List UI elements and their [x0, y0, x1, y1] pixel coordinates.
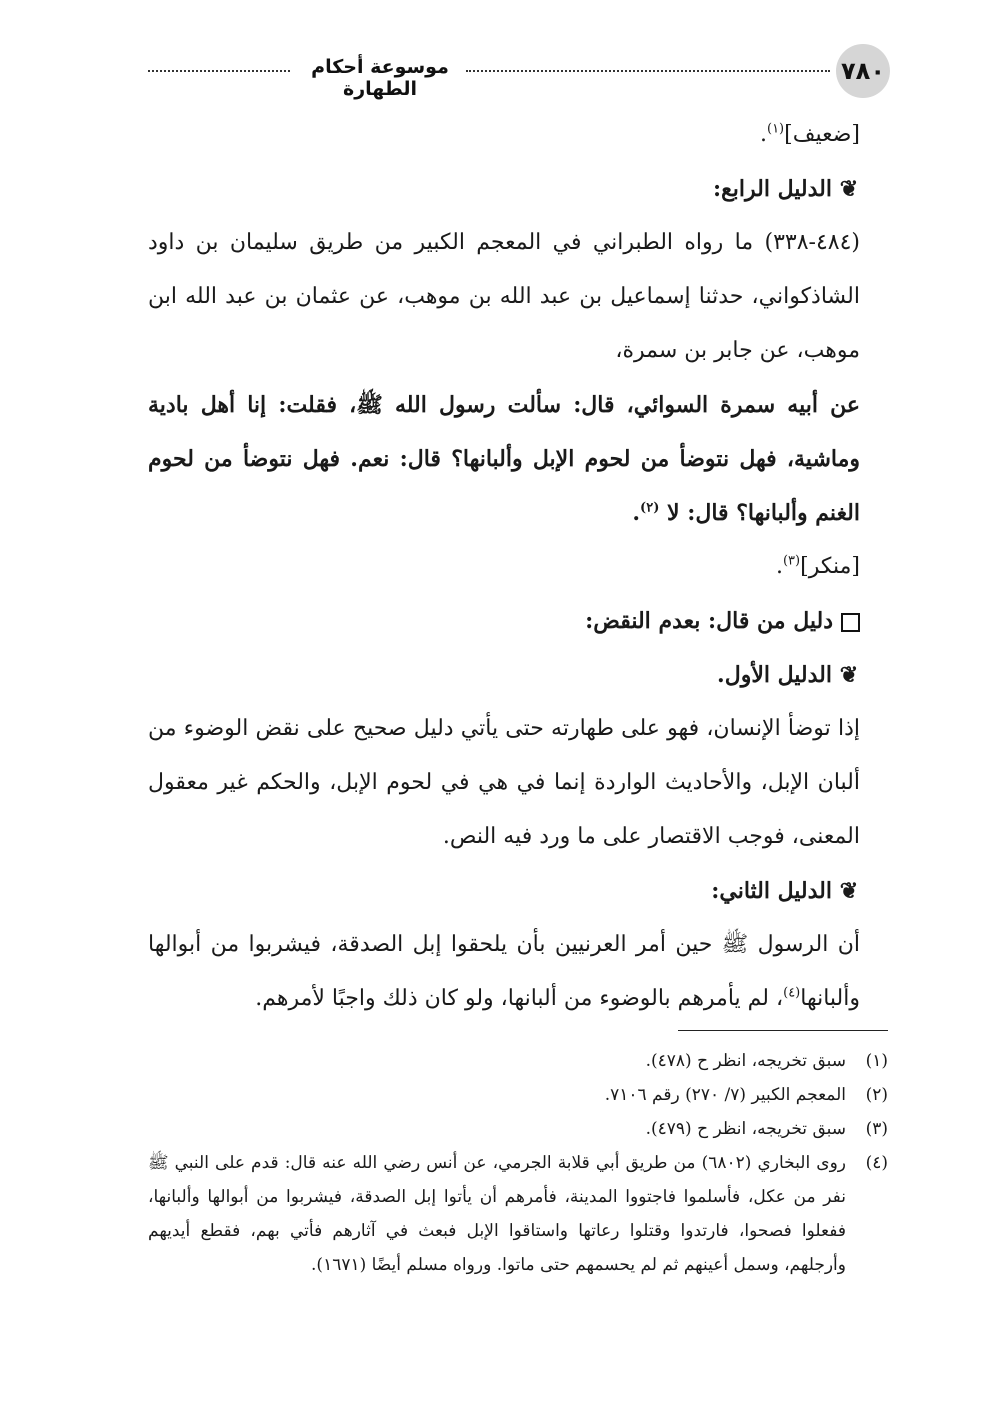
footnote-text: سبق تخريجه، انظر ح (٤٧٩). — [645, 1119, 846, 1139]
grading-munkar: [منكر]$^{(٣)}$. — [775, 553, 860, 579]
footnote-number: (١) — [865, 1051, 888, 1071]
footnote-ref-3[interactable]: (٣) — [782, 553, 801, 569]
paragraph-second-evidence: أن الرسول ﷺ حين أمر العرنيين بأن يلحقوا إبل الصدقة، فيشربوا من أبوالها وألبانها$^{(٤)}$، لم يأمرهم بالوضوء من ألبانها، ولو كان ذلك واجبًا لأمرهم. — [148, 932, 860, 1011]
page-header — [148, 44, 890, 100]
book-title: موسوعة أحكام الطهارة — [311, 56, 449, 100]
leaf-icon: ❦ — [839, 662, 859, 688]
page-number: ٧٨٠ — [836, 44, 890, 98]
footnote-separator — [678, 1030, 888, 1031]
heading-fourth-evidence: ❦الدليل الرابع: — [148, 162, 888, 216]
footnote-text: سبق تخريجه، انظر ح (٤٧٨). — [645, 1051, 846, 1071]
footnote-number: (٤) — [865, 1153, 888, 1173]
footnote-text: المعجم الكبير (٧/ ٢٧٠) رقم ٧١٠٦. — [604, 1085, 846, 1105]
header-dotted-line-right — [466, 70, 830, 72]
hadith-chain: (٤٨٤-٣٣٨) ما رواه الطبراني في المعجم الكبير من طريق سليمان بن داود الشاذكواني، حدثنا إسماعيل بن عبد الله بن موهب، عن عثمان بن عبد الله ابن موهب، عن جابر بن سمرة، — [148, 230, 860, 363]
footnote-ref-4[interactable]: (٤) — [783, 985, 801, 1001]
footnote-item — [148, 1078, 888, 1112]
leaf-icon: ❦ — [839, 176, 859, 202]
footnote-number: (٣) — [865, 1119, 888, 1139]
footnote-item — [148, 1112, 888, 1146]
hadith-text: عن أبيه سمرة السوائي، قال: سألت رسول الله ﷺ، فقلت: إنا أهل بادية وماشية، فهل نتوضأ من لحوم الإبل وألبانها؟ قال: نعم. فهل نتوضأ من لحوم الغنم وألبانها؟ قال: لا $^{(٢)}$. — [148, 392, 860, 526]
checkbox-icon — [841, 613, 860, 632]
footnote-number: (٢) — [865, 1085, 888, 1105]
footnote-item — [148, 1146, 888, 1282]
leaf-icon: ❦ — [839, 878, 859, 904]
grading-weak: [ضعيف]$^{(١)}$. — [759, 121, 860, 147]
footnote-item — [148, 1044, 888, 1078]
heading-first-evidence: ❦الدليل الأول. — [148, 648, 888, 702]
footnote-ref-1[interactable]: (١) — [766, 121, 785, 137]
main-text — [148, 108, 888, 1026]
heading-no-nullification: دليل من قال: بعدم النقض: — [148, 594, 888, 648]
footnote-text: روى البخاري (٦٨٠٢) من طريق أبي قلابة الجرمي، عن أنس رضي الله عنه قال: قدم على النبي ﷺ نفر من عكل، فأسلموا فاجتووا المدينة، فأمرهم أن يأتوا إبل الصدقة، فيشربوا من أبوالها وألبانها، ففعلوا فصحوا، فارتدوا وقتلوا رعاتها واستاقوا الإبل فبعث في آثارهم فأتي بهم، فقطع أيديهم وأرجلهم، وسمل أعينهم ثم لم يحسمهم حتى ماتوا. ورواه مسلم أيضًا (١٦٧١). — [148, 1153, 846, 1275]
footnote-ref-2[interactable]: (٢) — [640, 500, 660, 516]
heading-second-evidence: ❦الدليل الثاني: — [148, 864, 888, 918]
paragraph-first-evidence: إذا توضأ الإنسان، فهو على طهارته حتى يأتي دليل صحيح على نقض الوضوء من ألبان الإبل، والأحاديث الواردة إنما في هي في لحوم الإبل، والحكم غير معقول المعنى، فوجب الاقتصار على ما ورد فيه النص. — [148, 716, 860, 849]
header-dotted-line-left — [148, 70, 290, 72]
footnotes — [148, 1044, 888, 1282]
